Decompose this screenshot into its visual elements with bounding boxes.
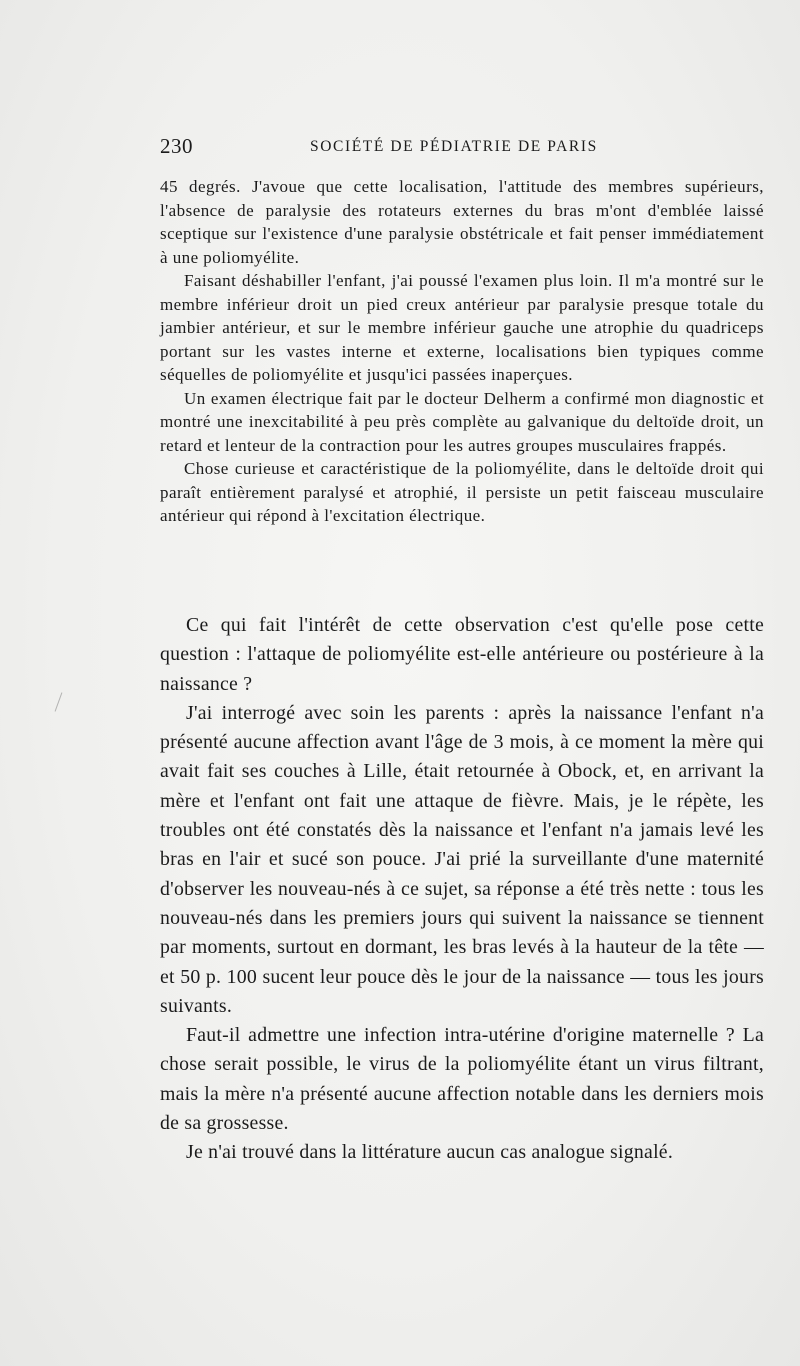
paragraph: Je n'ai trouvé dans la littérature aucun cas analogue signalé. xyxy=(186,1141,674,1164)
paragraph: Faisant déshabiller l'enfant, j'ai poussé l'examen plus loin. Il m'a montré sur le membre inférieur droit un pied creux antérieur par paralysie presque totale du jambier antérieur, et sur le membre inférieur gauche une atrophie du quadriceps portant sur les vastes interne et externe, localisations bien typiques comme séquelles de poliomyélite et jusqu'ici passées inaperçues. xyxy=(160,271,764,384)
paragraph: Un examen électrique fait par le docteur Delherm a confirmé mon diagnostic et montré une inexcitabilité à peu près complète au galvanique du deltoïde droit, un retard et lenteur de la contraction pour les autres groupes musculaires frappés. xyxy=(160,388,764,455)
paragraph: Ce qui fait l'intérêt de cette observation c'est qu'elle pose cette question : l'attaque de poliomyélite est-elle antérieure ou postérieure à la naissance ? xyxy=(160,614,764,695)
running-head: SOCIÉTÉ DE PÉDIATRIE DE PARIS xyxy=(310,138,598,155)
pencil-mark xyxy=(55,692,63,711)
discussion-text-large xyxy=(160,611,764,1168)
page-number: 230 xyxy=(160,134,193,158)
page-header xyxy=(160,134,762,160)
paragraph: 45 degrés. J'avoue que cette localisation, l'attitude des membres supérieurs, l'absence de paralysie des rotateurs externes du bras m'ont d'emblée laissé sceptique sur l'existence d'une paralysie obstétricale et fait penser immédiatement à une poliomyélite. xyxy=(160,177,764,267)
paragraph: Faut-il admettre une infection intra-utérine d'origine maternelle ? La chose serait possible, le virus de la poliomyélite étant un virus filtrant, mais la mère n'a présenté aucune affection notable dans les derniers mois de sa grossesse. xyxy=(160,1024,764,1135)
observation-text-small xyxy=(160,175,764,528)
paragraph: Chose curieuse et caractéristique de la poliomyélite, dans le deltoïde droit qui paraît entièrement paralysé et atrophié, il persiste un petit faisceau musculaire antérieur qui répond à l'excitation électrique. xyxy=(160,459,764,525)
paragraph: J'ai interrogé avec soin les parents : après la naissance l'enfant n'a présenté aucune affection avant l'âge de 3 mois, à ce moment la mère qui avait fait ses couches à Lille, était retournée à Obock, et, en arrivant la mère et l'enfant ont fait une attaque de fièvre. Mais, je le répète, les troubles ont été constatés dès la naissance et l'enfant n'a jamais levé les bras en l'air et sucé son pouce. J'ai prié la surveillante d'une maternité d'observer les nouveau-nés à ce sujet, sa réponse a été très nette : tous les nouveau-nés dans les premiers jours qui suivent la naissance se tiennent par moments, surtout en dormant, les bras levés à la hauteur de la tête — et 50 p. 100 sucent leur pouce dès le jour de la naissance — tous les jours suivants. xyxy=(160,701,764,1017)
